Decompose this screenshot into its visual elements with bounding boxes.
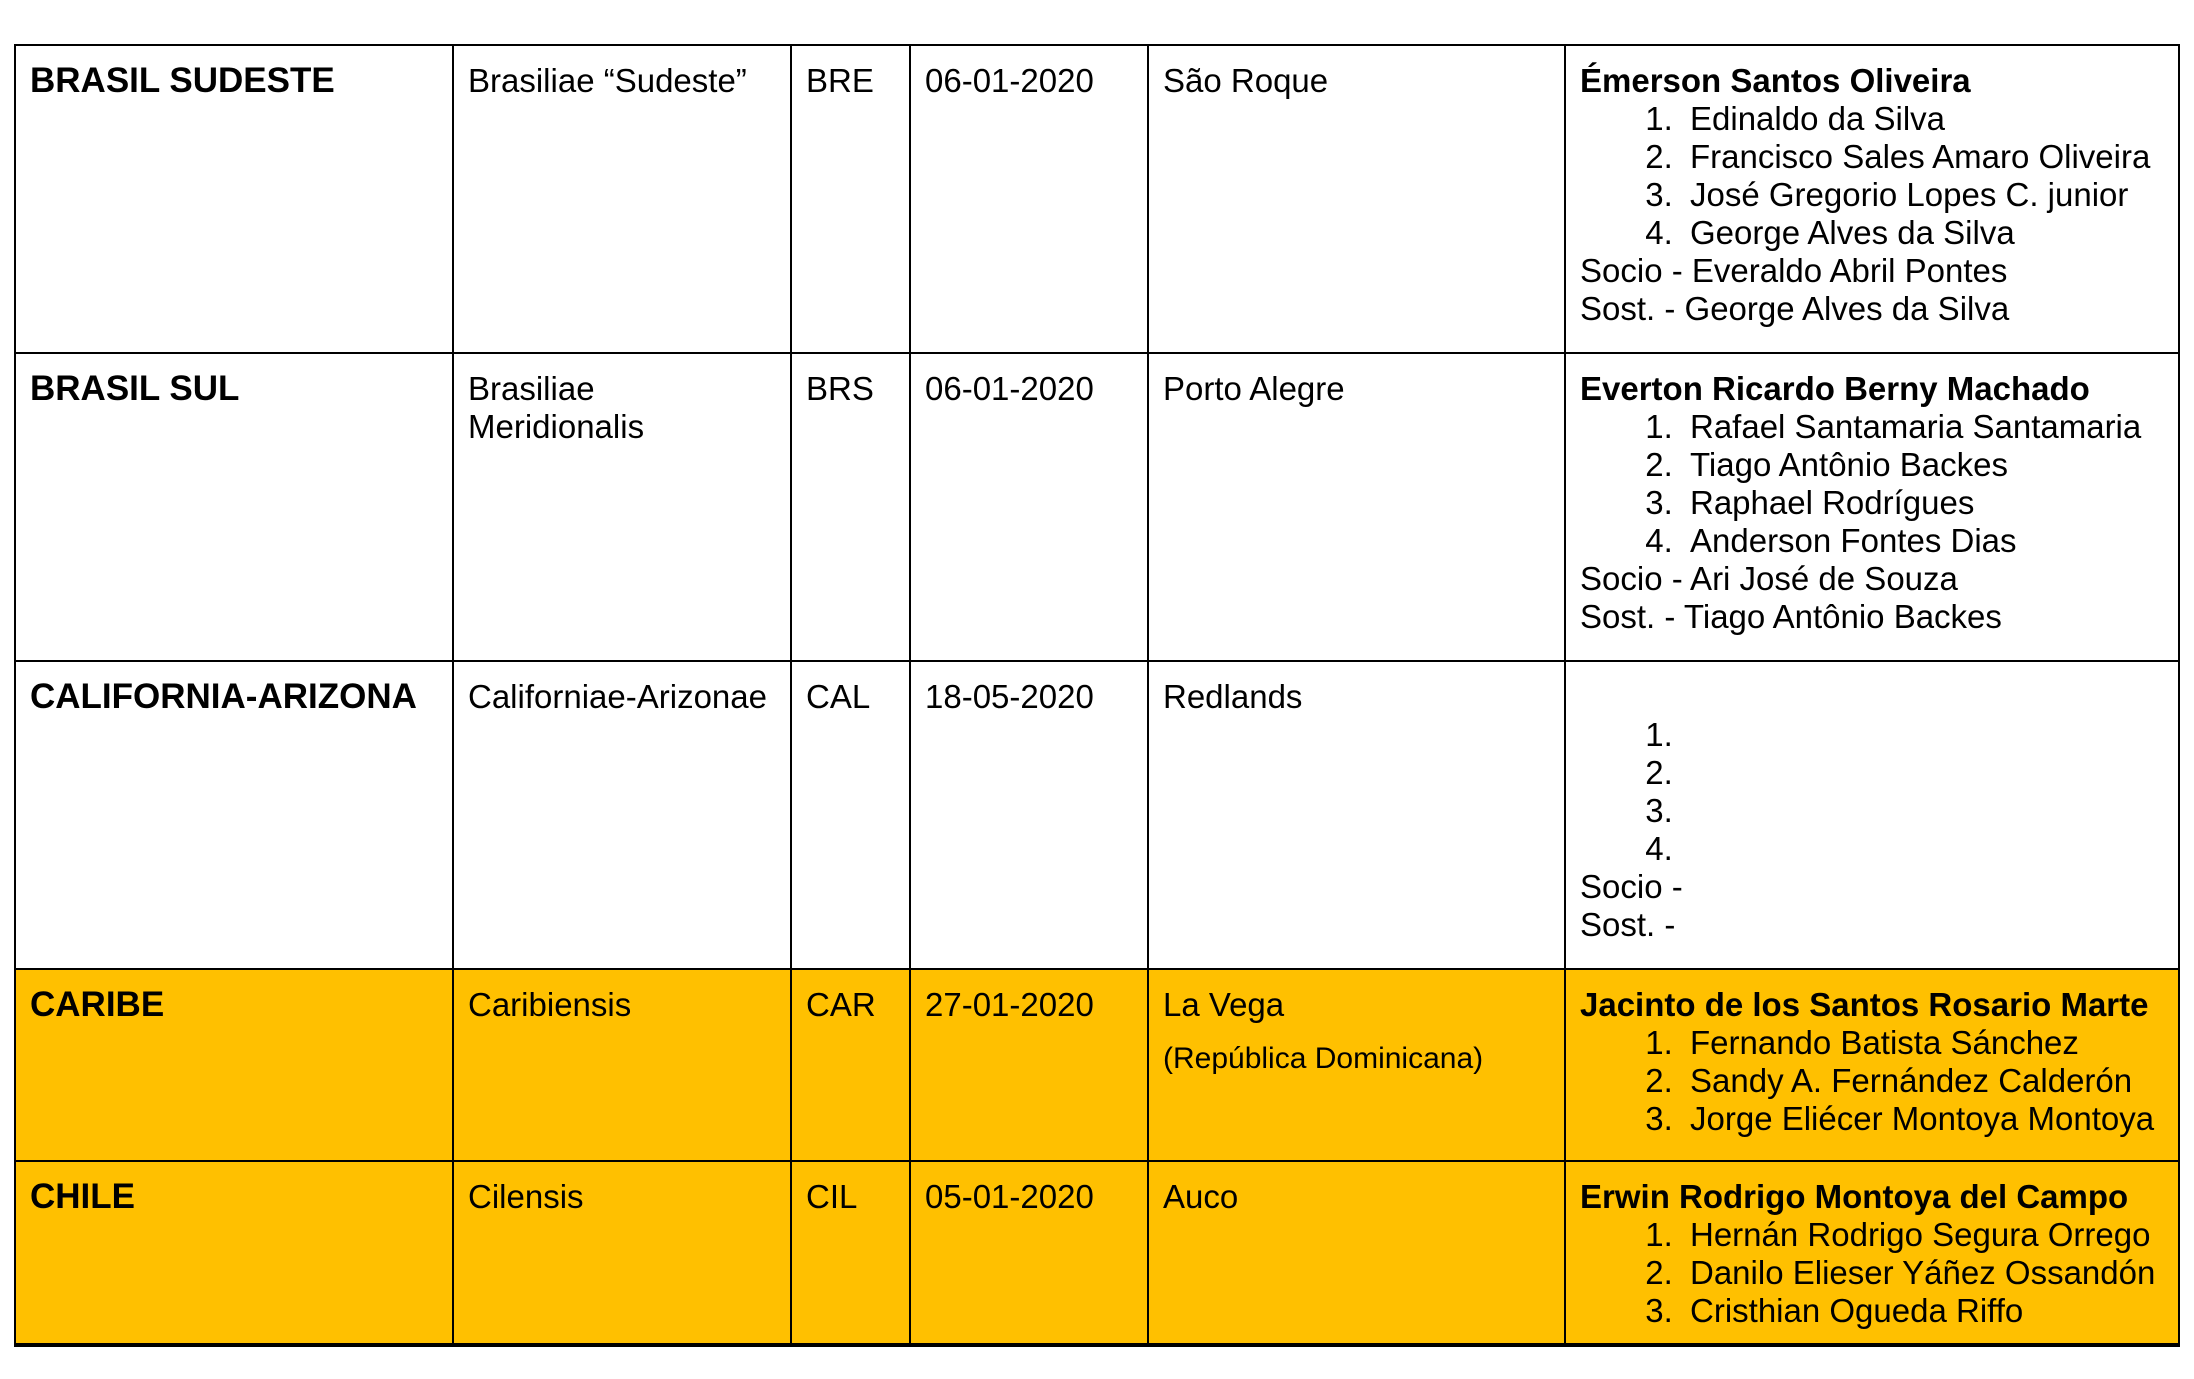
- council-cell: [1565, 353, 2179, 661]
- code-cell: [791, 353, 910, 661]
- latin-cell: [453, 353, 791, 661]
- council-list: [1580, 716, 2164, 868]
- region-cell: [15, 45, 453, 353]
- latin-name: Brasiliae Meridionalis: [468, 370, 645, 445]
- list-item: 1. Hernán Rodrigo Segura Orrego: [1682, 1216, 2164, 1254]
- list-item: 1. Fernando Batista Sánchez: [1682, 1024, 2164, 1062]
- date-cell: [910, 45, 1148, 353]
- council-list: [1580, 408, 2164, 560]
- latin-name: Cilensis: [468, 1178, 584, 1215]
- table-row: [15, 1161, 2179, 1345]
- region-code: CIL: [806, 1178, 858, 1215]
- council-list: [1580, 1216, 2164, 1330]
- date: 06-01-2020: [925, 62, 1094, 99]
- table-row: [15, 661, 2179, 969]
- date: 05-01-2020: [925, 1178, 1094, 1215]
- region-code: CAL: [806, 678, 871, 715]
- superior-name: Jacinto de los Santos Rosario Marte: [1580, 986, 2149, 1023]
- list-item: 1. Rafael Santamaria Santamaria: [1682, 408, 2164, 446]
- list-item: [1682, 754, 2164, 792]
- date-cell: [910, 1161, 1148, 1345]
- date-cell: [910, 353, 1148, 661]
- region-name: CARIBE: [30, 985, 165, 1024]
- council-cell: [1565, 45, 2179, 353]
- date: 27-01-2020: [925, 986, 1094, 1023]
- region-name: BRASIL SUDESTE: [30, 61, 335, 100]
- list-item: 2. Danilo Elieser Yáñez Ossandón: [1682, 1254, 2164, 1292]
- list-item: 3. Cristhian Ogueda Riffo: [1682, 1292, 2164, 1330]
- region-name: CALIFORNIA-ARIZONA: [30, 677, 417, 716]
- council-cell: [1565, 969, 2179, 1161]
- latin-name: Californiae-Arizonae: [468, 678, 767, 715]
- province-table: [14, 44, 2180, 1347]
- superior-name: [1580, 678, 2164, 716]
- socio-line: Socio -: [1580, 868, 1683, 905]
- region-code: BRS: [806, 370, 874, 407]
- place-cell: [1148, 969, 1565, 1161]
- council-list: [1580, 1024, 2164, 1138]
- place-cell: [1148, 661, 1565, 969]
- superior-name: Everton Ricardo Berny Machado: [1580, 370, 2090, 407]
- region-name: BRASIL SUL: [30, 369, 240, 408]
- code-cell: [791, 661, 910, 969]
- code-cell: [791, 45, 910, 353]
- list-item: 2. Sandy A. Fernández Calderón: [1682, 1062, 2164, 1100]
- list-item: 4. Anderson Fontes Dias: [1682, 522, 2164, 560]
- latin-cell: [453, 661, 791, 969]
- place-cell: [1148, 353, 1565, 661]
- place: Redlands: [1163, 678, 1303, 715]
- list-item: [1682, 830, 2164, 868]
- region-cell: [15, 353, 453, 661]
- list-item: 2. Tiago Antônio Backes: [1682, 446, 2164, 484]
- table-row: [15, 353, 2179, 661]
- table-row: [15, 969, 2179, 1161]
- table-row: [15, 45, 2179, 353]
- region-code: BRE: [806, 62, 874, 99]
- place-cell: [1148, 1161, 1565, 1345]
- council-cell: [1565, 1161, 2179, 1345]
- place: Porto Alegre: [1163, 370, 1345, 407]
- list-item: 2. Francisco Sales Amaro Oliveira: [1682, 138, 2164, 176]
- date-cell: [910, 661, 1148, 969]
- region-cell: [15, 969, 453, 1161]
- sost-line: Sost. - Tiago Antônio Backes: [1580, 598, 2002, 635]
- list-item: 3. José Gregorio Lopes C. junior: [1682, 176, 2164, 214]
- latin-cell: [453, 969, 791, 1161]
- council-list: [1580, 100, 2164, 252]
- place: São Roque: [1163, 62, 1329, 99]
- list-item: 3. Raphael Rodrígues: [1682, 484, 2164, 522]
- council-cell: [1565, 661, 2179, 969]
- latin-name: Caribiensis: [468, 986, 632, 1023]
- region-cell: [15, 661, 453, 969]
- sost-line: Sost. - George Alves da Silva: [1580, 290, 2010, 327]
- sost-line: Sost. -: [1580, 906, 1676, 943]
- superior-name: Émerson Santos Oliveira: [1580, 62, 1971, 99]
- latin-cell: [453, 1161, 791, 1345]
- region-code: CAR: [806, 986, 876, 1023]
- list-item: [1682, 716, 2164, 754]
- list-item: 1. Edinaldo da Silva: [1682, 100, 2164, 138]
- region-cell: [15, 1161, 453, 1345]
- list-item: [1682, 792, 2164, 830]
- place: La Vega: [1163, 986, 1285, 1023]
- latin-name: Brasiliae “Sudeste”: [468, 62, 747, 99]
- place-country: (República Dominicana): [1163, 1042, 1484, 1075]
- date-cell: [910, 969, 1148, 1161]
- date: 06-01-2020: [925, 370, 1094, 407]
- place-cell: [1148, 45, 1565, 353]
- socio-line: Socio - Ari José de Souza: [1580, 560, 1958, 597]
- code-cell: [791, 969, 910, 1161]
- superior-name: Erwin Rodrigo Montoya del Campo: [1580, 1178, 2129, 1215]
- list-item: 4. George Alves da Silva: [1682, 214, 2164, 252]
- place: Auco: [1163, 1178, 1239, 1215]
- region-name: CHILE: [30, 1177, 135, 1216]
- date: 18-05-2020: [925, 678, 1094, 715]
- list-item: 3. Jorge Eliécer Montoya Montoya: [1682, 1100, 2164, 1138]
- code-cell: [791, 1161, 910, 1345]
- latin-cell: [453, 45, 791, 353]
- socio-line: Socio - Everaldo Abril Pontes: [1580, 252, 2008, 289]
